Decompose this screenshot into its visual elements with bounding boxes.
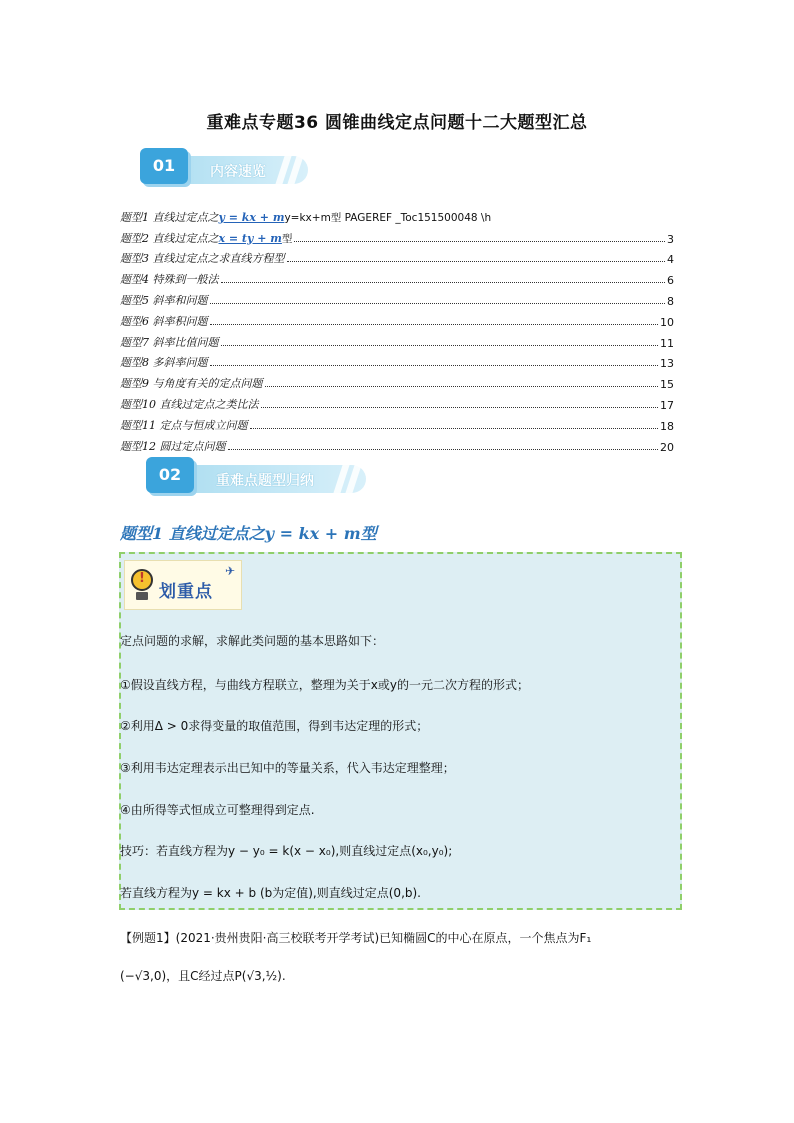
toc-page-number: 6 (667, 274, 674, 288)
example-line-1: 【例题1】(2021·贵州贵阳·高三校联考开学考试)已知椭圆C的中心在原点，一个焦点为F₁ (120, 931, 592, 945)
toc-leader-dots (265, 386, 659, 387)
key-step-3: ③利用韦达定理表示出已知中的等量关系，代入韦达定理整理； (120, 761, 455, 775)
exclamation-icon: ! (139, 571, 145, 586)
toc-entry-title (120, 271, 219, 287)
heading-math: y = kx + m (264, 524, 361, 543)
toc-prefix: 题型5 斜率和问题 (120, 293, 208, 307)
key-intro: 定点问题的求解，求解此类问题的基本思路如下： (120, 634, 385, 648)
badge-word: 划重点 (159, 582, 213, 602)
toc-leader-dots (210, 324, 659, 325)
toc-entry-title (120, 230, 292, 246)
toc-entry-title (120, 313, 208, 329)
toc-prefix: 题型8 多斜率问题 (120, 356, 208, 370)
toc-prefix: 题型9 与角度有关的定点问题 (120, 377, 263, 391)
toc-row[interactable] (120, 329, 674, 350)
toc-entry-title (120, 250, 285, 266)
section-banner-overview (130, 150, 308, 190)
lightbulb-base-icon (136, 592, 148, 600)
heading-suffix: 型 (360, 524, 377, 543)
toc-entry-title (120, 438, 226, 454)
paper-plane-icon: ✈ (224, 564, 235, 578)
toc-page-number: 18 (660, 419, 674, 433)
key-step-2: ②利用Δ > 0求得变量的取值范围，得到韦达定理的形式； (120, 719, 429, 733)
banner-number: 01 (140, 148, 188, 184)
toc-leader-dots (221, 345, 659, 346)
toc-row[interactable] (120, 204, 674, 225)
key-step-1: ①假设直线方程，与曲线方程联立，整理为关于x或y的一元二次方程的形式； (120, 678, 529, 692)
toc-prefix: 题型10 直线过定点之类比法 (120, 397, 259, 411)
toc-page-number: 8 (667, 294, 674, 308)
toc-suffix: y=kx+m型 PAGEREF _Toc151500048 \h (284, 211, 492, 224)
key-tip-2: 若直线方程为y = kx + b (b为定值),则直线过定点(0,b). (120, 886, 421, 900)
example-line-2: (−√3,0)，且C经过点P(√3,½). (120, 969, 286, 983)
toc-page-number: 15 (660, 378, 674, 392)
toc-entry-title (120, 209, 491, 225)
key-step-4: ④由所得等式恒成立可整理得到定点. (120, 803, 315, 817)
banner-label: 重难点题型归纳 (216, 473, 314, 489)
toc-page-number: 3 (667, 232, 674, 246)
toc-entry-title (120, 417, 248, 433)
toc-prefix: 题型7 斜率比值问题 (120, 335, 219, 349)
toc-row[interactable] (120, 225, 674, 246)
toc-leader-dots (250, 428, 659, 429)
toc-leader-dots (228, 449, 659, 450)
toc-row[interactable] (120, 350, 674, 371)
toc-math: x = ty + m (218, 231, 282, 245)
heading-prefix: 题型1 直线过定点之 (120, 524, 265, 543)
toc-leader-dots (221, 282, 666, 283)
toc-math: y = kx + m (218, 210, 285, 224)
toc-page-number: 13 (660, 357, 674, 371)
banner-number: 02 (146, 457, 194, 493)
toc-leader-dots (210, 303, 666, 304)
toc-prefix: 题型11 定点与恒成立问题 (120, 418, 248, 432)
section-heading (120, 521, 377, 544)
section-banner-types (136, 459, 366, 499)
toc-entry-title (120, 334, 219, 350)
toc-entry-title (120, 375, 263, 391)
toc-row[interactable] (120, 287, 674, 308)
toc-prefix: 题型6 斜率积问题 (120, 314, 208, 328)
toc-entry-title (120, 396, 259, 412)
toc-row[interactable] (120, 412, 674, 433)
toc-leader-dots (261, 407, 659, 408)
toc-prefix: 题型12 圆过定点问题 (120, 439, 226, 453)
toc-entry-title (120, 354, 208, 370)
toc-page-number: 10 (660, 315, 674, 329)
toc-page-number: 4 (667, 253, 674, 267)
toc-page-number: 20 (660, 440, 674, 454)
toc-leader-dots (210, 365, 659, 366)
toc-prefix: 题型2 直线过定点之 (120, 231, 219, 245)
toc-prefix: 题型1 直线过定点之 (120, 210, 219, 224)
table-of-contents (120, 204, 674, 454)
toc-entry-title (120, 292, 208, 308)
toc-row[interactable] (120, 370, 674, 391)
toc-row[interactable] (120, 266, 674, 287)
toc-page-number: 17 (660, 398, 674, 412)
toc-prefix: 题型3 直线过定点之求直线方程型 (120, 252, 285, 266)
toc-row[interactable] (120, 433, 674, 454)
key-tip-1: 技巧：若直线方程为y − y₀ = k(x − x₀),则直线过定点(x₀,y₀); (120, 844, 453, 858)
toc-row[interactable] (120, 308, 674, 329)
toc-suffix: 型 (281, 232, 293, 245)
key-point-badge (124, 560, 242, 610)
toc-row[interactable] (120, 246, 674, 267)
toc-leader-dots (294, 241, 665, 242)
banner-label: 内容速览 (210, 164, 266, 180)
toc-page-number: 11 (660, 336, 674, 350)
page-title: 重难点专题36 圆锥曲线定点问题十二大题型汇总 (206, 113, 588, 133)
toc-row[interactable] (120, 391, 674, 412)
toc-leader-dots (287, 261, 666, 262)
toc-prefix: 题型4 特殊到一般法 (120, 273, 219, 287)
